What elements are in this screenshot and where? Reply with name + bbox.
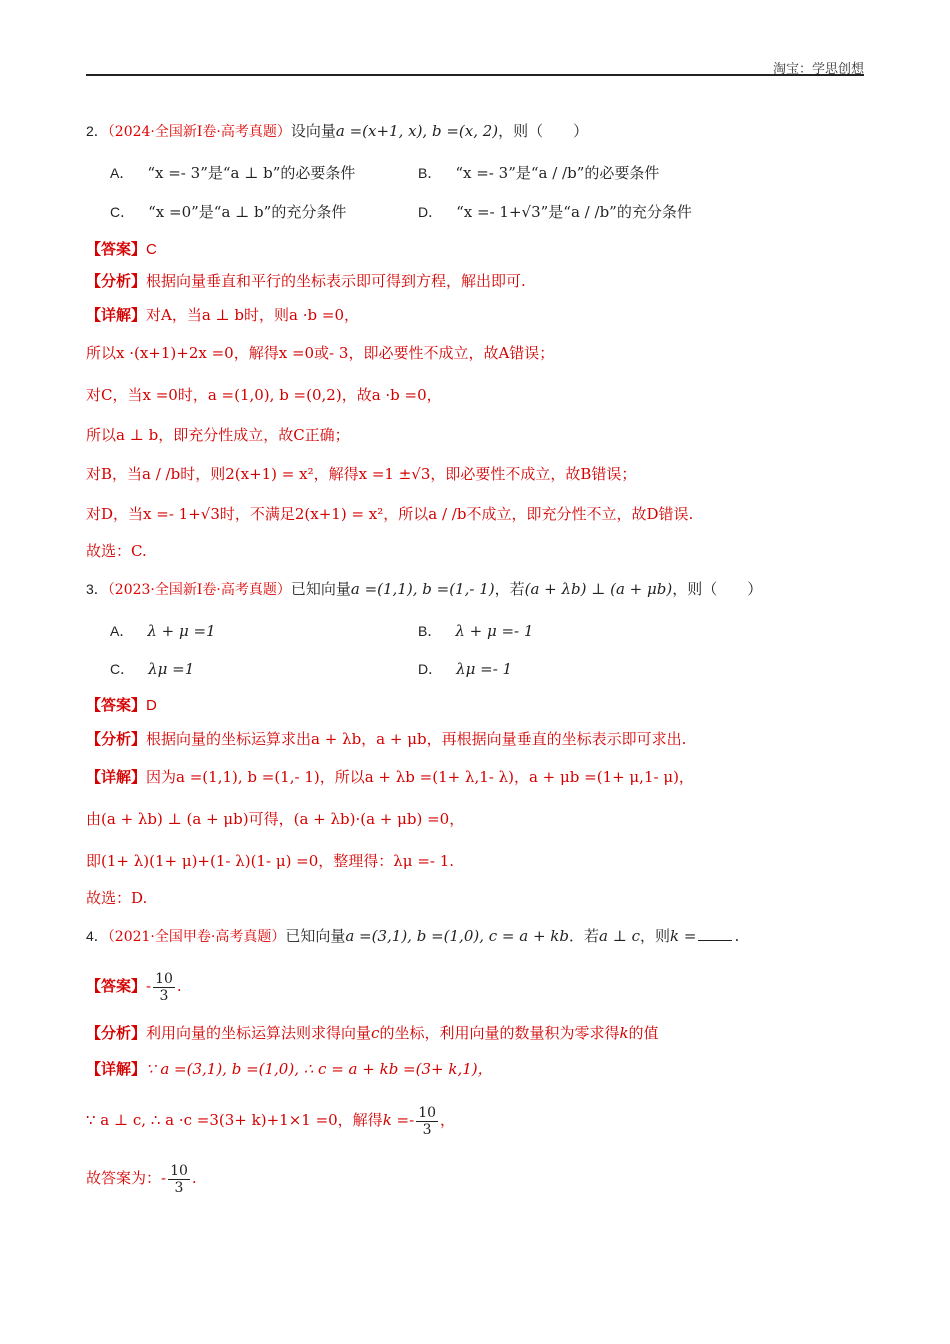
q3-answer: 【答案】D (86, 696, 157, 714)
q2-detail-6: 对D，当x =- 1+√3时，不满足2(x+1) = x²，所以a / /b不成立，即充分性不立，故D错误. (86, 505, 694, 523)
q4-source: （2021·全国甲卷·高考真题） (107, 929, 286, 945)
q4-stem: 4．（2021·全国甲卷·高考真题）已知向量a =(3,1), b =(1,0), c = a + kb．若a ⊥ c，则k = . (86, 927, 740, 945)
q3-option-c: C． λμ =1 (110, 660, 195, 678)
q3-analysis: 【分析】根据向量的坐标运算求出a + λb，a + μb，再根据向量垂直的坐标表示即可求出. (86, 730, 687, 748)
q2-detail-7: 故选：C. (86, 542, 147, 560)
q2-option-d: D． “x =- 1+√3”是“a / /b”的充分条件 (418, 203, 692, 221)
q3-stem: 3．（2023·全国新Ⅰ卷·高考真题）已知向量a =(1,1), b =(1,- 1)，若(a + λb) ⊥ (a + μb)，则（ ） (86, 580, 763, 598)
q3-detail-3: 即(1+ λ)(1+ μ)+(1- λ)(1- μ) =0，整理得：λμ =- 1. (86, 852, 455, 870)
q2-stem-math: a =(x+1, x), b =(x, 2) (335, 122, 499, 140)
q2-detail-3: 对C，当x =0时，a =(1,0), b =(0,2)，故a ·b =0， (86, 386, 442, 404)
header-shop-label: 淘宝：学思创想 (772, 62, 864, 77)
q3-detail-1: 【详解】因为a =(1,1), b =(1,- 1)，所以a + λb =(1+ λ,1- λ)，a + μb =(1+ μ,1- μ)， (86, 768, 694, 786)
q2-number: 2． (86, 123, 108, 139)
q2-option-c: C． “x =0”是“a ⊥ b”的充分条件 (110, 203, 347, 221)
q2-detail-2: 所以x ·(x+1)+2x =0，解得x =0或- 3，即必要性不成立，故A错误； (86, 344, 555, 362)
q4-detail-2: ∵ a ⊥ c, ∴ a ·c =3(3+ k)+1×1 =0，解得k =- $\frac{10}{3}$ ， (86, 1104, 456, 1138)
q4-answer-blank (698, 940, 732, 941)
q2-detail-5: 对B，当a / /b时，则2(x+1) = x²，解得x =1 ±√3，即必要性不成立，故B错误； (86, 465, 637, 483)
q2-stem-post: ，则（ ） (498, 122, 589, 140)
q2-stem (86, 120, 588, 143)
q3-detail-4: 故选：D. (86, 889, 148, 907)
q3-source: （2023·全国新Ⅰ卷·高考真题） (107, 582, 291, 598)
q3-detail-2: 由(a + λb) ⊥ (a + μb)可得，(a + λb)·(a + μb) =0， (86, 810, 465, 828)
q2-analysis: 【分析】根据向量垂直和平行的坐标表示即可得到方程，解出即可. (86, 272, 526, 290)
q2-source: （2024·全国新Ⅰ卷·高考真题） (107, 124, 291, 140)
q2-detail-1: 【详解】对A，当a ⊥ b时，则a ·b =0， (86, 306, 359, 324)
q3-option-a: A． λ + μ =1 (110, 622, 216, 640)
q4-answer: 【答案】- $\frac{10}{3}$ . (86, 970, 182, 1004)
q3-option-d: D． λμ =- 1 (418, 660, 513, 678)
q4-answer-fraction: $\frac{10}{3}$ (155, 970, 173, 1004)
q3-option-b: B． λ + μ =- 1 (418, 622, 534, 640)
q2-option-a: A． “x =- 3”是“a ⊥ b”的必要条件 (110, 164, 356, 182)
q4-detail-3: 故答案为：- $\frac{10}{3}$ . (86, 1162, 197, 1196)
q2-answer: 【答案】C (86, 240, 157, 258)
q2-detail-4: 所以a ⊥ b，即充分性成立，故C正确； (86, 426, 350, 444)
q2-stem-pre: 设向量 (290, 122, 336, 140)
q4-analysis: 【分析】利用向量的坐标运算法则求得向量c的坐标，利用向量的数量积为零求得k的值 (86, 1024, 659, 1042)
q2-option-b: B． “x =- 3”是“a / /b”的必要条件 (418, 164, 660, 182)
header-rule (86, 74, 864, 76)
q4-detail-1: 【详解】∵ a =(3,1), b =(1,0), ∴ c = a + kb =(3+ k,1)， (86, 1060, 493, 1078)
